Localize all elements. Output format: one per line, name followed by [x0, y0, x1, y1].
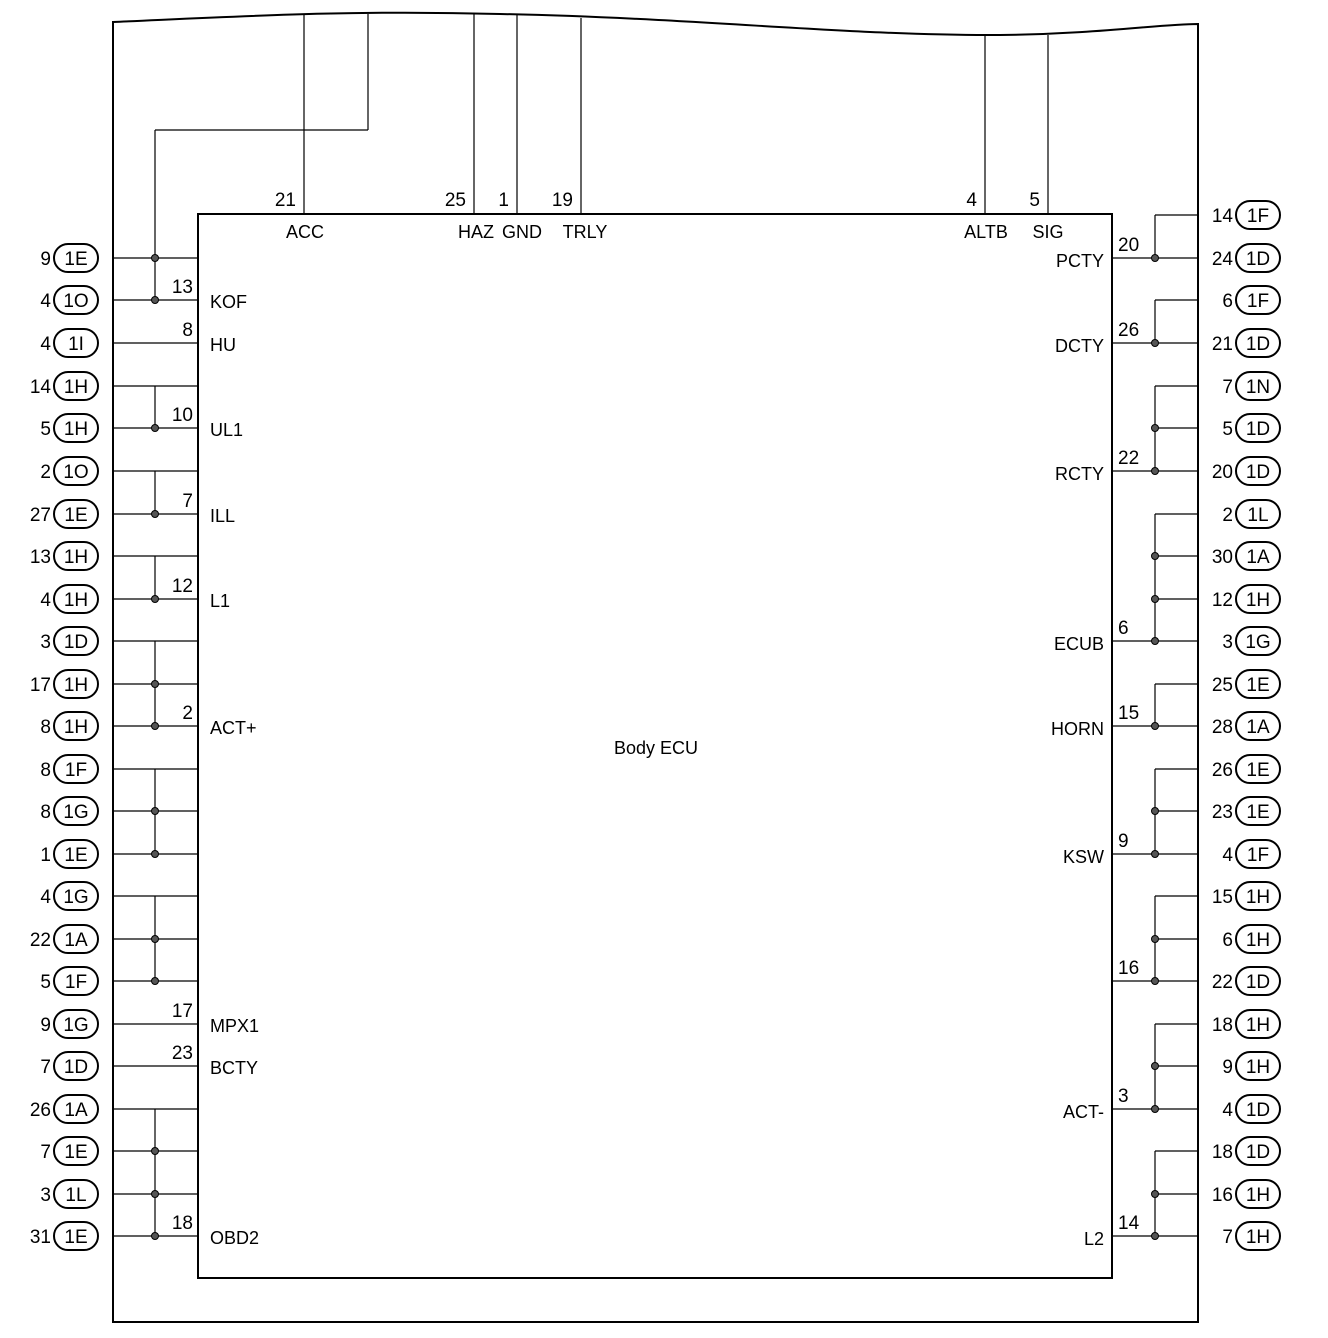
junction-dot — [152, 1148, 159, 1155]
right-row-connector-id: 1H — [1245, 930, 1271, 951]
left-pin-signal: ILL — [210, 506, 236, 526]
right-row-connector-id: 1H — [1245, 1185, 1271, 1206]
left-row-connector-id: 1E — [64, 505, 88, 526]
left-row-connector-id: 1F — [64, 760, 88, 781]
junction-dot — [1152, 1233, 1159, 1240]
junction-dot — [152, 936, 159, 943]
junction-dot — [152, 255, 159, 262]
left-row-connector-id: 1H — [63, 547, 89, 568]
right-row-connector-id: 1E — [1246, 675, 1270, 696]
right-row-terminal-number: 6 — [1222, 291, 1233, 312]
right-row-connector-id: 1G — [1245, 632, 1271, 653]
right-pin-number: 9 — [1118, 831, 1129, 852]
right-row-connector-id: 1D — [1245, 1142, 1271, 1163]
right-row-terminal-number: 16 — [1211, 1185, 1233, 1206]
left-row-connector-id: 1H — [63, 419, 89, 440]
right-pin-number: 3 — [1118, 1086, 1129, 1107]
right-pin-number: 6 — [1118, 618, 1129, 639]
junction-dot — [1152, 425, 1159, 432]
right-row-connector-id: 1E — [1246, 802, 1270, 823]
right-row-connector-id: 1L — [1247, 505, 1269, 526]
left-pin-number: 8 — [182, 320, 193, 341]
right-row-connector-id: 1D — [1245, 462, 1271, 483]
junction-dot — [152, 808, 159, 815]
junction-dot — [1152, 936, 1159, 943]
right-row-terminal-number: 20 — [1211, 462, 1233, 483]
right-row-terminal-number: 3 — [1222, 632, 1233, 653]
right-row-connector-id: 1A — [1246, 547, 1270, 568]
left-row-connector-id: 1E — [64, 1142, 88, 1163]
left-row-terminal-number: 3 — [40, 1185, 51, 1206]
junction-dot — [152, 297, 159, 304]
right-row-connector-id: 1D — [1245, 972, 1271, 993]
labels — [30, 190, 1280, 1250]
junction-dot — [152, 511, 159, 518]
right-pin-signal: HORN — [1051, 719, 1104, 739]
junction-dot — [1152, 596, 1159, 603]
left-row-connector-id: 1H — [63, 717, 89, 738]
junction-dot — [1152, 638, 1159, 645]
top-pin-number: 19 — [551, 190, 573, 211]
junction-dot — [1152, 978, 1159, 985]
top-pin-number: 21 — [274, 190, 296, 211]
right-row-connector-id: 1D — [1245, 419, 1271, 440]
junction-dot — [1152, 255, 1159, 262]
junction-dot — [1152, 553, 1159, 560]
left-row-connector-id: 1O — [63, 291, 89, 312]
left-row-terminal-number: 8 — [40, 717, 51, 738]
junction-dot — [1152, 1106, 1159, 1113]
left-row-terminal-number: 27 — [29, 505, 51, 526]
right-row-connector-id: 1H — [1245, 887, 1271, 908]
ecu-label: Body ECU — [613, 738, 699, 758]
right-row-terminal-number: 23 — [1211, 802, 1233, 823]
left-row-connector-id: 1H — [63, 377, 89, 398]
right-row-terminal-number: 18 — [1211, 1142, 1233, 1163]
left-row-terminal-number: 14 — [29, 377, 51, 398]
junction-dot — [152, 851, 159, 858]
left-pin-signal: ACT+ — [210, 718, 257, 738]
right-pin-signal: DCTY — [1055, 336, 1104, 356]
left-row-terminal-number: 4 — [40, 887, 51, 908]
right-row-connector-id: 1A — [1246, 717, 1270, 738]
left-pin-signal: UL1 — [210, 420, 244, 440]
right-row-terminal-number: 7 — [1222, 377, 1233, 398]
left-row-connector-id: 1L — [65, 1185, 87, 1206]
left-row-terminal-number: 1 — [40, 845, 51, 866]
junction-dot — [152, 1191, 159, 1198]
right-row-terminal-number: 9 — [1222, 1057, 1233, 1078]
junction-dot — [1152, 340, 1159, 347]
left-row-terminal-number: 4 — [40, 590, 51, 611]
left-row-connector-id: 1G — [63, 1015, 89, 1036]
right-row-connector-id: 1F — [1246, 845, 1270, 866]
left-row-connector-id: 1E — [64, 845, 88, 866]
junction-dot — [1152, 1063, 1159, 1070]
right-row-connector-id: 1D — [1245, 334, 1271, 355]
left-row-terminal-number: 4 — [40, 334, 51, 355]
left-pin-signal: BCTY — [210, 1058, 259, 1078]
right-pin-number: 22 — [1118, 448, 1140, 469]
left-pin-number: 12 — [171, 576, 193, 597]
junction-dot — [152, 425, 159, 432]
left-pin-number: 10 — [171, 405, 193, 426]
left-row-connector-id: 1O — [63, 462, 89, 483]
right-row-connector-id: 1H — [1245, 1057, 1271, 1078]
left-pin-signal: L1 — [210, 591, 231, 611]
left-row-terminal-number: 22 — [29, 930, 51, 951]
right-row-terminal-number: 22 — [1211, 972, 1233, 993]
left-row-connector-id: 1H — [63, 590, 89, 611]
top-pin-number: 5 — [1029, 190, 1040, 211]
right-pin-number: 14 — [1118, 1213, 1140, 1234]
top-pin-number: 25 — [444, 190, 466, 211]
junction-dot — [152, 1233, 159, 1240]
right-row-terminal-number: 18 — [1211, 1015, 1233, 1036]
right-row-terminal-number: 25 — [1211, 675, 1233, 696]
junction-dot — [1152, 808, 1159, 815]
right-row-terminal-number: 5 — [1222, 419, 1233, 440]
top-pin-signal: HAZ — [458, 222, 494, 242]
junction-dot — [1152, 1191, 1159, 1198]
right-row-connector-id: 1H — [1245, 1015, 1271, 1036]
right-row-connector-id: 1H — [1245, 1227, 1271, 1248]
junction-dot — [1152, 851, 1159, 858]
left-row-terminal-number: 2 — [40, 462, 51, 483]
left-row-terminal-number: 3 — [40, 632, 51, 653]
right-pin-signal: KSW — [1062, 847, 1104, 867]
right-row-terminal-number: 30 — [1211, 547, 1233, 568]
right-row-connector-id: 1D — [1245, 1100, 1271, 1121]
right-row-terminal-number: 15 — [1211, 887, 1233, 908]
left-row-connector-id: 1A — [64, 1100, 88, 1121]
left-row-terminal-number: 13 — [29, 547, 51, 568]
top-pin-signal: GND — [502, 222, 542, 242]
right-pin-number: 26 — [1118, 320, 1140, 341]
right-pin-signal: PCTY — [1055, 251, 1104, 271]
right-pin-signal: RCTY — [1055, 464, 1104, 484]
right-pin-signal: L2 — [1083, 1229, 1104, 1249]
left-row-terminal-number: 9 — [40, 1015, 51, 1036]
left-row-connector-id: 1E — [64, 249, 88, 270]
right-row-terminal-number: 21 — [1211, 334, 1233, 355]
left-row-terminal-number: 8 — [40, 760, 51, 781]
right-row-terminal-number: 28 — [1211, 717, 1233, 738]
left-row-connector-id: 1F — [64, 972, 88, 993]
top-pin-signal: ALTB — [964, 222, 1008, 242]
left-row-terminal-number: 7 — [40, 1057, 51, 1078]
right-row-connector-id: 1E — [1246, 760, 1270, 781]
right-row-connector-id: 1D — [1245, 249, 1271, 270]
left-pin-signal: OBD2 — [210, 1228, 260, 1248]
left-pin-signal: KOF — [210, 292, 248, 312]
left-row-terminal-number: 5 — [40, 419, 51, 440]
top-pin-signal: TRLY — [562, 222, 608, 242]
left-row-terminal-number: 17 — [29, 675, 51, 696]
right-row-terminal-number: 4 — [1222, 1100, 1233, 1121]
right-row-connector-id: 1H — [1245, 590, 1271, 611]
right-pin-number: 15 — [1118, 703, 1140, 724]
right-row-terminal-number: 14 — [1211, 206, 1233, 227]
right-row-terminal-number: 2 — [1222, 505, 1233, 526]
left-pin-signal: HU — [210, 335, 236, 355]
right-row-connector-id: 1F — [1246, 291, 1270, 312]
left-row-terminal-number: 8 — [40, 802, 51, 823]
top-pin-number: 4 — [966, 190, 977, 211]
left-row-connector-id: 1E — [64, 1227, 88, 1248]
left-row-connector-id: 1I — [68, 334, 84, 355]
junction-dot — [1152, 468, 1159, 475]
left-row-connector-id: 1G — [63, 887, 89, 908]
left-pin-number: 7 — [182, 491, 193, 512]
right-row-terminal-number: 24 — [1211, 249, 1233, 270]
left-pin-number: 13 — [171, 277, 193, 298]
top-pin-number: 1 — [498, 190, 509, 211]
left-pin-number: 2 — [182, 703, 193, 724]
left-pin-number: 23 — [171, 1043, 193, 1064]
left-row-connector-id: 1D — [63, 632, 89, 653]
left-pin-number: 18 — [171, 1213, 193, 1234]
left-row-terminal-number: 26 — [29, 1100, 51, 1121]
left-row-terminal-number: 31 — [29, 1227, 51, 1248]
left-row-connector-id: 1H — [63, 675, 89, 696]
right-row-terminal-number: 12 — [1211, 590, 1233, 611]
left-row-connector-id: 1G — [63, 802, 89, 823]
left-row-connector-id: 1A — [64, 930, 88, 951]
right-pin-signal: ECUB — [1053, 634, 1104, 654]
junction-dot — [152, 596, 159, 603]
right-row-terminal-number: 26 — [1211, 760, 1233, 781]
junction-dot — [152, 978, 159, 985]
left-row-terminal-number: 5 — [40, 972, 51, 993]
left-pin-number: 17 — [171, 1001, 193, 1022]
right-row-connector-id: 1N — [1245, 377, 1271, 398]
right-row-terminal-number: 7 — [1222, 1227, 1233, 1248]
left-row-terminal-number: 9 — [40, 249, 51, 270]
top-pin-signal: ACC — [285, 222, 325, 242]
junction-dot — [152, 723, 159, 730]
left-row-connector-id: 1D — [63, 1057, 89, 1078]
left-row-terminal-number: 7 — [40, 1142, 51, 1163]
right-row-terminal-number: 4 — [1222, 845, 1233, 866]
right-row-connector-id: 1F — [1246, 206, 1270, 227]
left-row-terminal-number: 4 — [40, 291, 51, 312]
junction-dot — [1152, 723, 1159, 730]
left-pin-signal: MPX1 — [210, 1016, 260, 1036]
right-pin-number: 16 — [1118, 958, 1140, 979]
right-pin-signal: ACT- — [1062, 1102, 1104, 1122]
top-pin-signal: SIG — [1032, 222, 1064, 242]
junction-dot — [152, 681, 159, 688]
right-row-terminal-number: 6 — [1222, 930, 1233, 951]
right-pin-number: 20 — [1118, 235, 1140, 256]
